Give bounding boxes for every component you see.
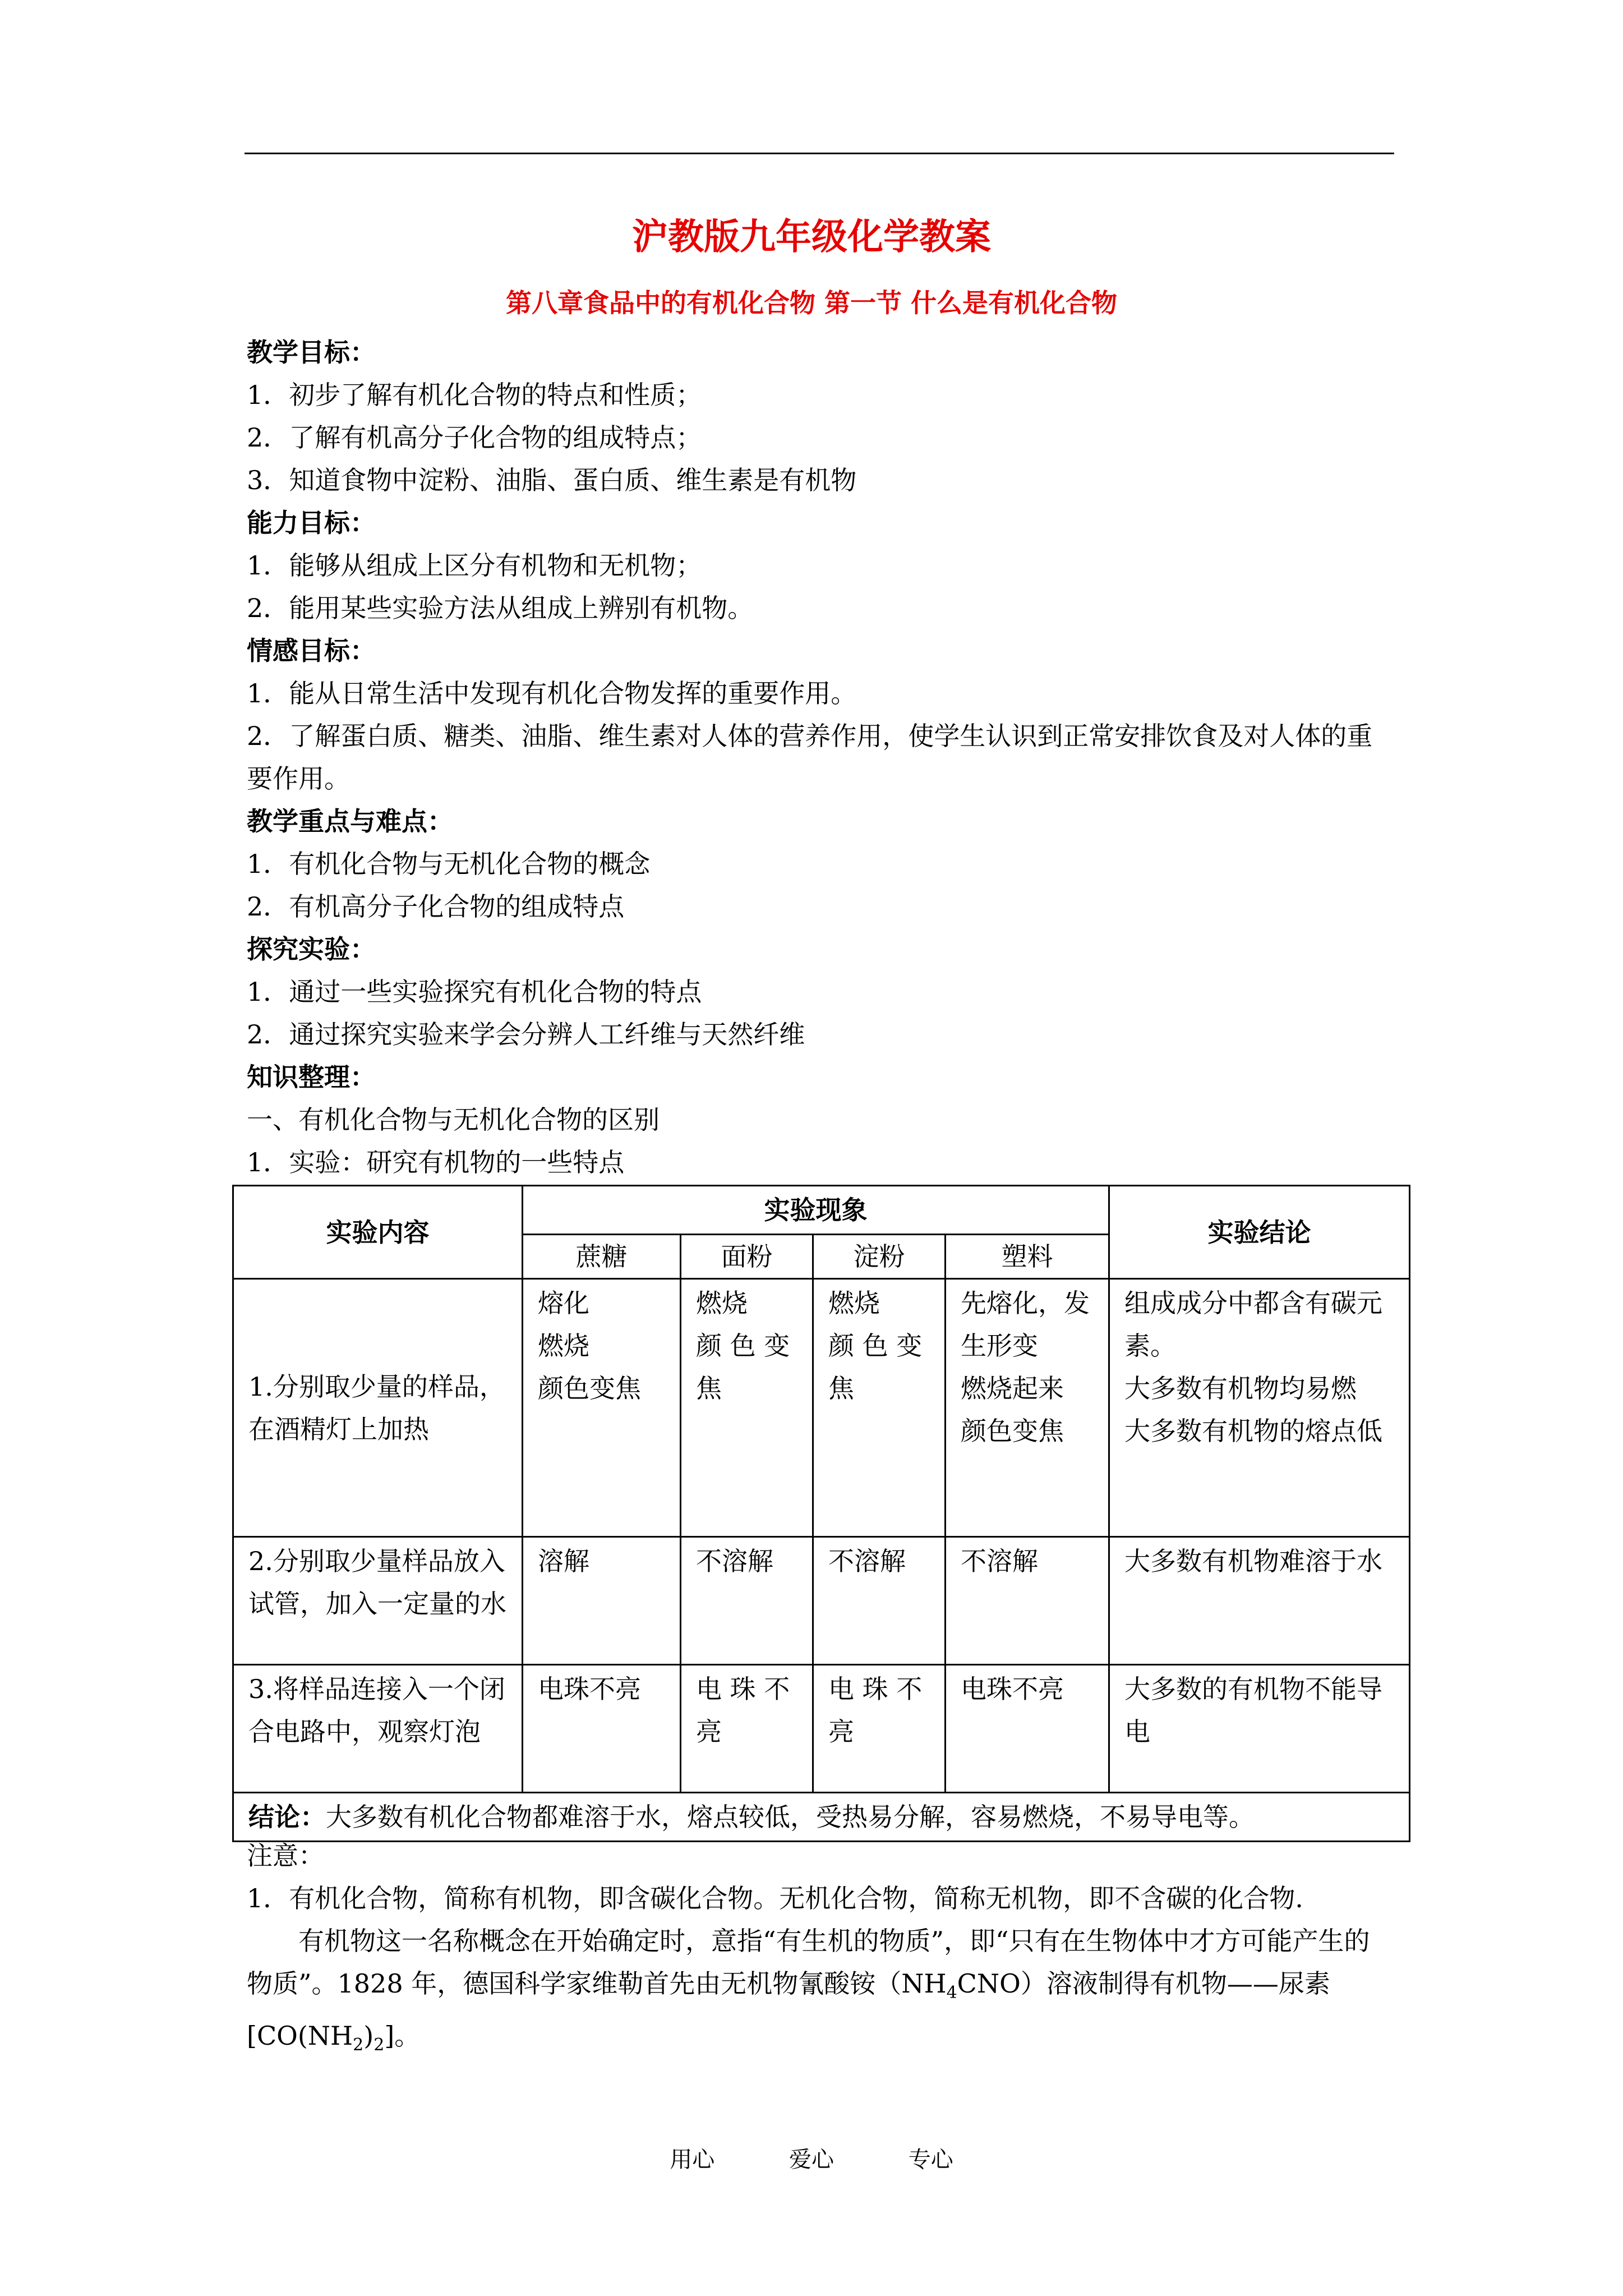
teaching-goals-heading: 教学目标： — [247, 337, 376, 367]
table-cell-conclusion — [1109, 1279, 1410, 1537]
summary-text: 大多数有机化合物都难溶于水，熔点较低，受热易分解，容易燃烧，不易导电等。 — [326, 1802, 1255, 1832]
list-item: 1．能够从组成上区分有机物和无机物； — [247, 550, 702, 581]
inquiry-heading: 探究实验： — [247, 934, 376, 964]
table-cell — [523, 1537, 681, 1665]
table-cell — [681, 1279, 813, 1537]
cell-text-line: 不溶解 — [961, 1546, 1038, 1576]
table-cell — [946, 1665, 1109, 1793]
table-cell-conclusion — [1109, 1537, 1410, 1665]
cell-text-line: 颜色变焦 — [538, 1373, 641, 1404]
cell-text-line: 大多数的有机物不能导电 — [1124, 1674, 1382, 1747]
knowledge-heading: 知识整理： — [247, 1062, 376, 1092]
table-cell — [946, 1279, 1109, 1537]
table-header-conclusion: 实验结论 — [1109, 1186, 1410, 1279]
notes-item: 1．有机化合物，简称有机物，即含碳化合物。无机化合物，简称无机物，即不含碳的化合物. — [247, 1883, 1303, 1913]
list-item: 2．能用某些实验方法从组成上辨别有机物。 — [247, 593, 754, 623]
table-cell-content: 2.分别取少量样品放入试管，加入一定量的水 — [233, 1537, 523, 1665]
table-subheader-sample: 蔗糖 — [523, 1235, 681, 1279]
cell-text-line: 燃烧 — [696, 1288, 748, 1318]
table-header-phenomenon: 实验现象 — [523, 1186, 1109, 1235]
page-title: 沪教版九年级化学教案 — [632, 216, 991, 258]
table-cell — [813, 1279, 946, 1537]
table-cell — [523, 1665, 681, 1793]
list-item: 一、有机化合物与无机化合物的区别 — [247, 1105, 660, 1135]
cell-text-line: 大多数有机物均易燃 — [1124, 1373, 1357, 1404]
cell-text-line: 溶解 — [538, 1546, 589, 1576]
list-item: 1．能从日常生活中发现有机化合物发挥的重要作用。 — [247, 678, 857, 708]
table-cell-content: 3.将样品连接入一个闭合电路中，观察灯泡 — [233, 1665, 523, 1793]
table-cell — [681, 1537, 813, 1665]
ability-goals-heading: 能力目标： — [247, 508, 376, 538]
list-item: 2．了解有机高分子化合物的组成特点； — [247, 422, 702, 453]
table-cell — [681, 1665, 813, 1793]
table-cell-conclusion — [1109, 1665, 1410, 1793]
list-item: 3．知道食物中淀粉、油脂、蛋白质、维生素是有机物 — [247, 465, 857, 495]
notes-heading: 注意： — [247, 1841, 324, 1871]
table-subheader-sample: 塑料 — [946, 1235, 1109, 1279]
page-footer — [0, 2143, 1623, 2177]
list-item: 1．通过一些实验探究有机化合物的特点 — [247, 977, 702, 1007]
cell-text-line: 电珠不亮 — [961, 1674, 1064, 1704]
table-row — [233, 1665, 1410, 1793]
cell-text-line: 组成成分中都含有碳元素。 — [1124, 1288, 1382, 1361]
notes-section — [247, 1834, 1394, 2067]
cell-text-line: 燃烧起来 — [961, 1373, 1064, 1404]
table-cell — [946, 1537, 1109, 1665]
table-cell — [813, 1665, 946, 1793]
table-row — [233, 1279, 1410, 1537]
list-item: 2．通过探究实验来学会分辨人工纤维与天然纤维 — [247, 1019, 805, 1050]
cell-text-line: 不溶解 — [828, 1546, 906, 1576]
cell-text-line: 大多数有机物的熔点低 — [1124, 1416, 1382, 1446]
cell-text-line: 电珠不亮 — [538, 1674, 641, 1704]
experiment-table — [232, 1185, 1410, 1842]
cell-text-line: 颜色变焦 — [961, 1416, 1064, 1446]
table-subheader-sample: 面粉 — [681, 1235, 813, 1279]
table-header-content: 实验内容 — [233, 1186, 523, 1279]
cell-text-line: 熔化 — [538, 1288, 589, 1318]
header-rule — [245, 153, 1394, 154]
footer-text: 专心 — [908, 2147, 953, 2173]
list-item: 1．初步了解有机化合物的特点和性质； — [247, 380, 702, 410]
table-cell — [813, 1537, 946, 1665]
table-row — [233, 1537, 1410, 1665]
emotion-goals-heading: 情感目标： — [247, 636, 376, 666]
footer-text: 爱心 — [789, 2147, 834, 2173]
cell-text-line: 大多数有机物难溶于水 — [1124, 1546, 1382, 1576]
cell-text-line: 颜 色 变 焦 — [828, 1331, 923, 1404]
cell-text-line: 不溶解 — [696, 1546, 773, 1576]
cell-text-line: 颜 色 变 焦 — [696, 1331, 790, 1404]
list-item: 1．有机化合物与无机化合物的概念 — [247, 849, 651, 879]
cell-text-line: 燃烧 — [828, 1288, 880, 1318]
table-cell — [523, 1279, 681, 1537]
table-subheader-sample: 淀粉 — [813, 1235, 946, 1279]
cell-text-line: 燃烧 — [538, 1331, 589, 1361]
list-item: 2．了解蛋白质、糖类、油脂、维生素对人体的营养作用，使学生认识到正常安排饮食及对人体的重要作用。 — [247, 721, 1373, 794]
list-item: 2．有机高分子化合物的组成特点 — [247, 891, 625, 922]
key-points-heading: 教学重点与难点： — [247, 806, 453, 836]
notes-paragraph: 有机物这一名称概念在开始确定时，意指“有生机的物质”，即“只有在生物体中才方可能产生的物质”。1828 年，德国科学家维勒首先由无机物氰酸铵$(NH_4CNO)$溶液制得有机物——尿素$[CO(NH_2)_2]$。 — [247, 1926, 1370, 2055]
cell-text-line: 电 珠 不 亮 — [828, 1674, 923, 1747]
cell-text-line: 电 珠 不 亮 — [696, 1674, 790, 1747]
page-subtitle: 第八章食品中的有机化合物 第一节 什么是有机化合物 — [505, 288, 1118, 318]
summary-label: 结论： — [248, 1802, 326, 1832]
list-item: 1．实验：研究有机物的一些特点 — [247, 1147, 625, 1177]
table-cell-content: 1.分别取少量的样品，在酒精灯上加热 — [233, 1279, 523, 1537]
document-body — [247, 331, 1394, 1184]
footer-text: 用心 — [670, 2147, 715, 2173]
cell-text-line: 先熔化，发生形变 — [961, 1288, 1090, 1361]
